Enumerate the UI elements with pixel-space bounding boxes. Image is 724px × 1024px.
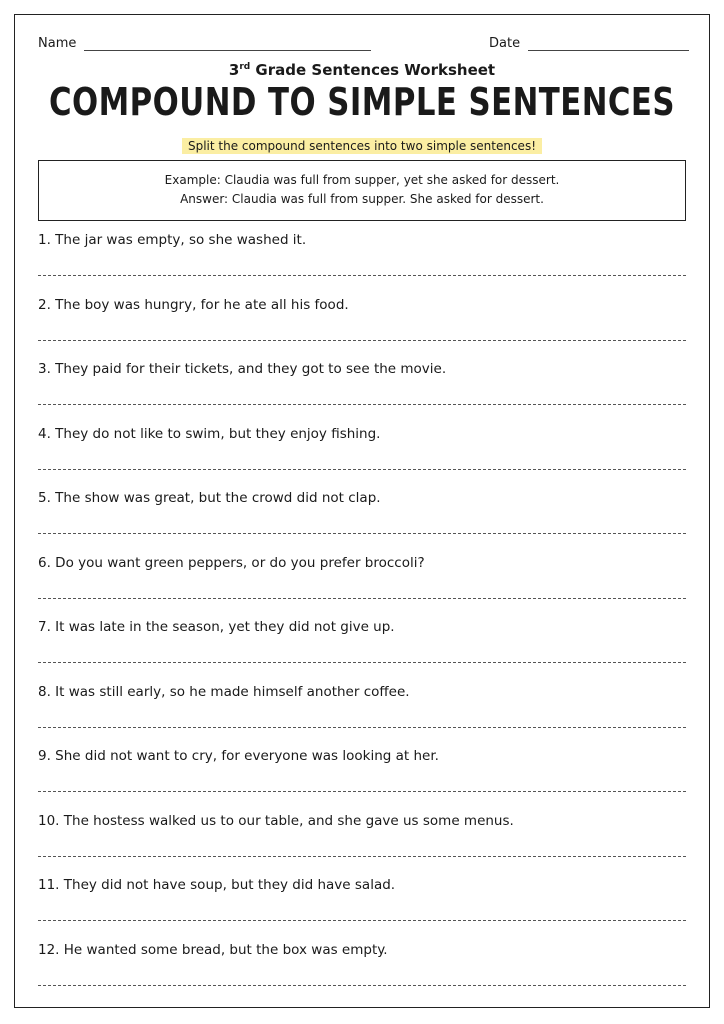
worksheet-title: COMPOUND TO SIMPLE SENTENCES: [48, 80, 676, 124]
answer-line[interactable]: [38, 662, 686, 663]
answer-line[interactable]: [38, 985, 686, 986]
date-label: Date: [489, 36, 521, 51]
answer-line[interactable]: [38, 533, 686, 534]
question-text: 6. Do you want green peppers, or do you prefer broccoli?: [38, 554, 425, 571]
question-item: [38, 809, 686, 874]
answer-line[interactable]: [38, 920, 686, 921]
answer-line[interactable]: [38, 469, 686, 470]
question-item: [38, 357, 686, 422]
question-text: 3. They paid for their tickets, and they got to see the movie.: [38, 361, 447, 377]
name-blank[interactable]: [84, 38, 371, 51]
example-answer: Answer: Claudia was full from supper. She asked for dessert.: [180, 192, 544, 206]
answer-line[interactable]: [38, 791, 686, 792]
example-sentence: Example: Claudia was full from supper, yet she asked for dessert.: [164, 173, 560, 187]
answer-line[interactable]: [38, 856, 686, 857]
question-item: [38, 873, 686, 938]
question-text: 4. They do not like to swim, but they enjoy fishing.: [38, 425, 381, 442]
grade-suffix: rd: [239, 62, 251, 72]
question-text: 8. It was still early, so he made himself another coffee.: [38, 683, 410, 700]
answer-line[interactable]: [38, 275, 686, 276]
subtitle-rest: Grade Sentences Worksheet: [250, 61, 496, 79]
instruction-highlight: Split the compound sentences into two simple sentences!: [182, 138, 542, 154]
name-label: Name: [38, 36, 77, 51]
answer-line[interactable]: [38, 598, 686, 599]
question-item: [38, 615, 686, 680]
answer-line[interactable]: [38, 340, 686, 341]
name-field[interactable]: [38, 36, 371, 51]
question-item: [38, 228, 686, 293]
question-text: 11. They did not have soup, but they did have salad.: [38, 877, 396, 893]
question-text: 2. The boy was hungry, for he ate all his food.: [38, 296, 349, 313]
question-item: [38, 293, 686, 358]
question-item: [38, 680, 686, 745]
question-item: [38, 551, 686, 616]
question-text: 5. The show was great, but the crowd did not clap.: [38, 490, 381, 506]
date-field[interactable]: [489, 36, 689, 51]
answer-line[interactable]: [38, 727, 686, 728]
instruction-row: [0, 135, 724, 154]
question-item: [38, 938, 686, 1003]
date-blank[interactable]: [528, 38, 689, 51]
worksheet-subtitle: [0, 61, 724, 79]
example-box: [38, 160, 686, 221]
grade-number: 3: [228, 61, 240, 79]
question-item: [38, 744, 686, 809]
question-text: 9. She did not want to cry, for everyone was looking at her.: [38, 748, 439, 764]
question-list: [38, 228, 686, 1002]
answer-line[interactable]: [38, 404, 686, 405]
question-item: [38, 486, 686, 551]
question-item: [38, 422, 686, 487]
question-text: 7. It was late in the season, yet they did not give up.: [38, 619, 395, 635]
question-text: 12. He wanted some bread, but the box was empty.: [38, 941, 388, 958]
question-text: 10. The hostess walked us to our table, and she gave us some menus.: [38, 812, 514, 829]
question-text: 1. The jar was empty, so she washed it.: [38, 232, 307, 248]
